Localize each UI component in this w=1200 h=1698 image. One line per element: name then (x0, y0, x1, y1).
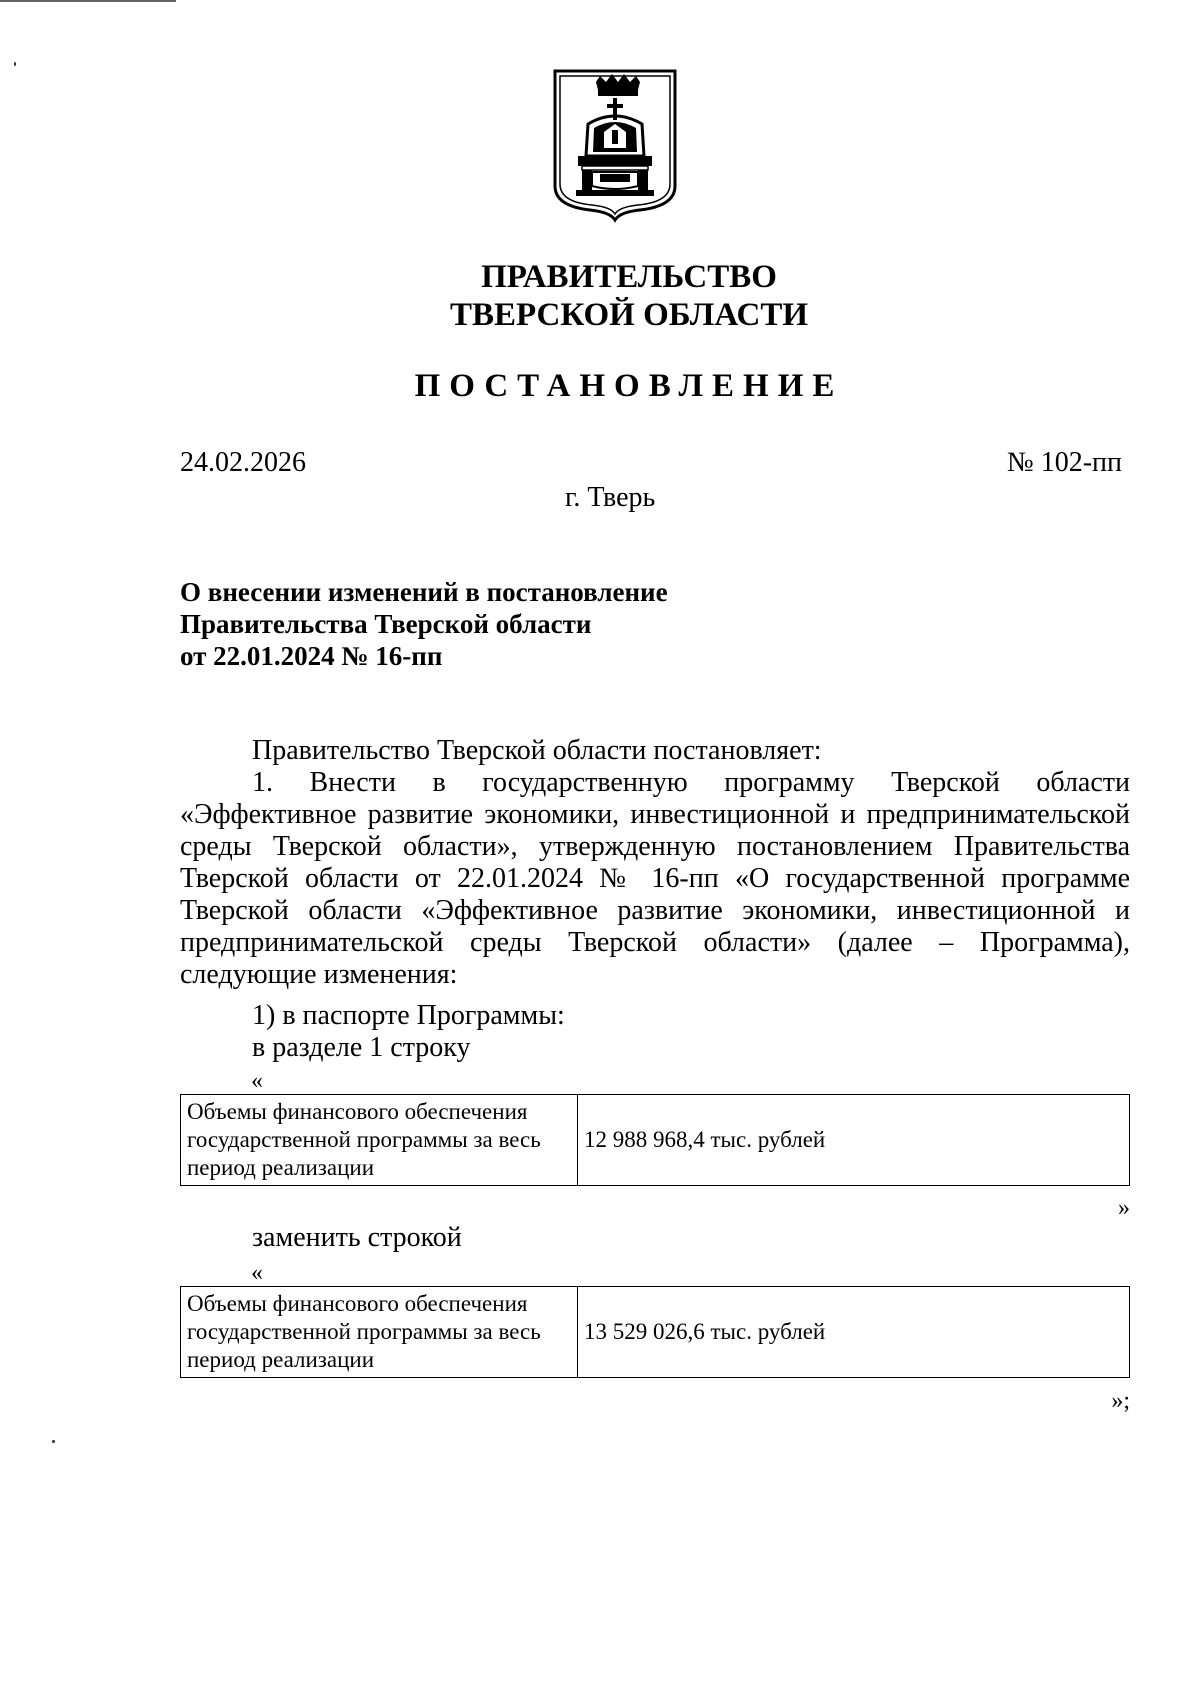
document-subject (180, 576, 668, 672)
tver-coat-of-arms-icon (552, 68, 678, 224)
replace-instruction: заменить строкой (252, 1222, 462, 1253)
old-financing-table (180, 1094, 1130, 1186)
document-date: 24.02.2026 (180, 447, 306, 478)
new-financing-table (180, 1286, 1130, 1378)
paragraph-1 (180, 767, 1130, 991)
resolution-intro: Правительство Тверской области постановляет: (252, 735, 822, 766)
close-quote: » (1118, 1195, 1130, 1221)
open-quote: « (251, 1260, 263, 1286)
paragraph-line: 1. Внести в государственную программу Тверской области (252, 767, 1130, 798)
document-type-title: ПОСТАНОВЛЕНИЕ (414, 368, 844, 404)
table-row (181, 1095, 1130, 1186)
paragraph-line: «Эффективное развитие экономики, инвестиционной и предпринимательской (180, 799, 1130, 830)
subject-line: Правительства Тверской области (180, 609, 592, 639)
org-name-line2: ТВЕРСКОЙ ОБЛАСТИ (449, 297, 809, 333)
scan-speck (52, 1440, 55, 1443)
table-row (181, 1287, 1130, 1378)
table-cell-value: 13 529 026,6 тыс. рублей (578, 1287, 1130, 1378)
subject-line: О внесении изменений в постановление (180, 577, 668, 607)
document-city: г. Тверь (565, 482, 656, 513)
paragraph-line: предпринимательской среды Тверской области» (далее – Программа), (180, 927, 1130, 958)
org-name-line1: ПРАВИТЕЛЬСТВО (481, 259, 777, 295)
table-cell-label: Объемы финансового обеспечения государственной программы за весь период реализации (181, 1287, 578, 1378)
close-quote-final: »; (1111, 1388, 1130, 1414)
subitem-section: в разделе 1 строку (252, 1032, 471, 1063)
subitem-passport: 1) в паспорте Программы: (252, 1000, 565, 1031)
open-quote: « (251, 1068, 263, 1094)
subject-line: от 22.01.2024 № 16-пп (180, 641, 443, 671)
table-cell-label: Объемы финансового обеспечения государственной программы за весь период реализации (181, 1095, 578, 1186)
scan-artifact-line (0, 0, 176, 2)
table-cell-value: 12 988 968,4 тыс. рублей (578, 1095, 1130, 1186)
document-number: № 102-пп (1006, 447, 1122, 478)
paragraph-line: Тверской области от 22.01.2024 № 16-пп «О государственной программе (180, 863, 1130, 894)
paragraph-line: следующие изменения: (180, 959, 458, 990)
paragraph-line: среды Тверской области», утвержденную постановлением Правительства (180, 831, 1130, 862)
paragraph-line: Тверской области «Эффективное развитие экономики, инвестиционной и (180, 895, 1130, 926)
scan-speck (14, 62, 16, 66)
